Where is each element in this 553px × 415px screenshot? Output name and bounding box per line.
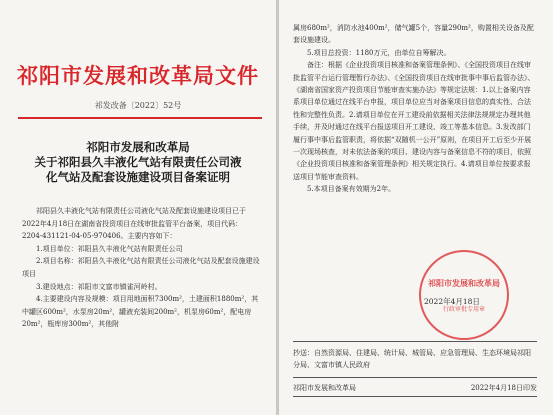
cc-list: 抄送：自然资源局、住建局、统计局、城管局、应急管理局、生态环境局祁阳分局、文富市镇人民政府	[293, 349, 531, 369]
document-page-right	[279, 0, 553, 415]
body-paragraph: 属房680m²，消防水池400m²，储气罐5个，容量290m²，购置相关设备及配套设施建设。	[293, 24, 534, 45]
title-line-3: 化气站及配套设施建设项目备案证明	[46, 170, 230, 184]
document-number: 祁发改备〔2022〕52号	[94, 101, 182, 110]
footer-rule-bottom	[293, 396, 537, 397]
footer-rule-top	[293, 377, 537, 378]
title-line-2: 关于祁阳县久丰液化气站有限责任公司液	[34, 155, 242, 169]
document-footer	[293, 383, 537, 393]
seal-text: 祁阳市发展和改革局	[428, 278, 500, 288]
issuer-name: 祁阳市发展和改革局	[293, 384, 356, 392]
body-paragraph: 5.本项目备案有效期为2年。	[307, 185, 396, 194]
title-line-1: 祁阳市发展和改革局	[86, 140, 190, 154]
body-paragraph: 2.项目名称：祁阳县久丰液化气站有限责任公司液化气站及配套设施建设项目	[22, 257, 260, 278]
seal-subtext: 行政审批专用章	[442, 306, 485, 313]
body-paragraph: 备注：根据《企业投资项目核准和备案管理条例》、《全国投资项目在线审批监管平台运行管理暂行办法》、《全国投资项目在线审批事中事后监管办法》、《湖南省国家资产投资项目节能审查实施办法》等规定法规：1.以上备案内容系项目单位通过在线平台申报，项目单位应当对备案项目信息的真实性、合法性和完整性负责。2.请项目单位在开工建设前依据相关法律法规规定办理其他手续，并及时通过在线平台报送项目开工建设、竣工等基本信息。3.发改部门履行事中事后监管职责，将依据“双随机一公开”原则，在项目开工后至少开展一次现场核查，对未依法备案的项目、建设内容与备案信息不符的项目，依照《企业投资项目核准和备案管理条例》相关规定执行。4.请项目单位按要求报送项目节能审查资料。	[293, 61, 535, 181]
body-paragraph: 1.项目单位：祁阳县久丰液化气站有限责任公司	[36, 244, 183, 253]
document-body	[22, 205, 262, 331]
official-seal	[419, 250, 509, 340]
body-paragraph: 5.项目总投资：1180万元，由单位自筹解决。	[307, 48, 451, 57]
document-page-left	[0, 0, 276, 415]
body-paragraph: 4.主要建设内容及规模：项目用地面积7300m²，土建面积1880m²，其中罐区600m²，水泵房20m²，罐液充装间200m²，机泵房60m²，配电房20m²，瓶库房300m²，其他附	[22, 295, 259, 329]
body-paragraph: 祁阳县久丰液化气站有限责任公司液化气站及配套设施建设项目已于2022年4月18日在湖南省投资项目在线审批监管平台备案，项目代码：2204-431121-04-05-970406。主要内容如下：	[22, 207, 246, 241]
cc-rule-top	[293, 341, 537, 342]
issue-date: 2022年4月18日印发	[470, 384, 537, 392]
signature-date: 2022年4月18日	[424, 297, 480, 306]
document-body-continued	[293, 22, 537, 196]
document-banner: 祁阳市发展和改革局文件	[17, 63, 259, 88]
red-divider	[18, 117, 262, 119]
body-paragraph: 3.建设地点：祁阳市文富市镇雀河岭村。	[36, 282, 162, 291]
